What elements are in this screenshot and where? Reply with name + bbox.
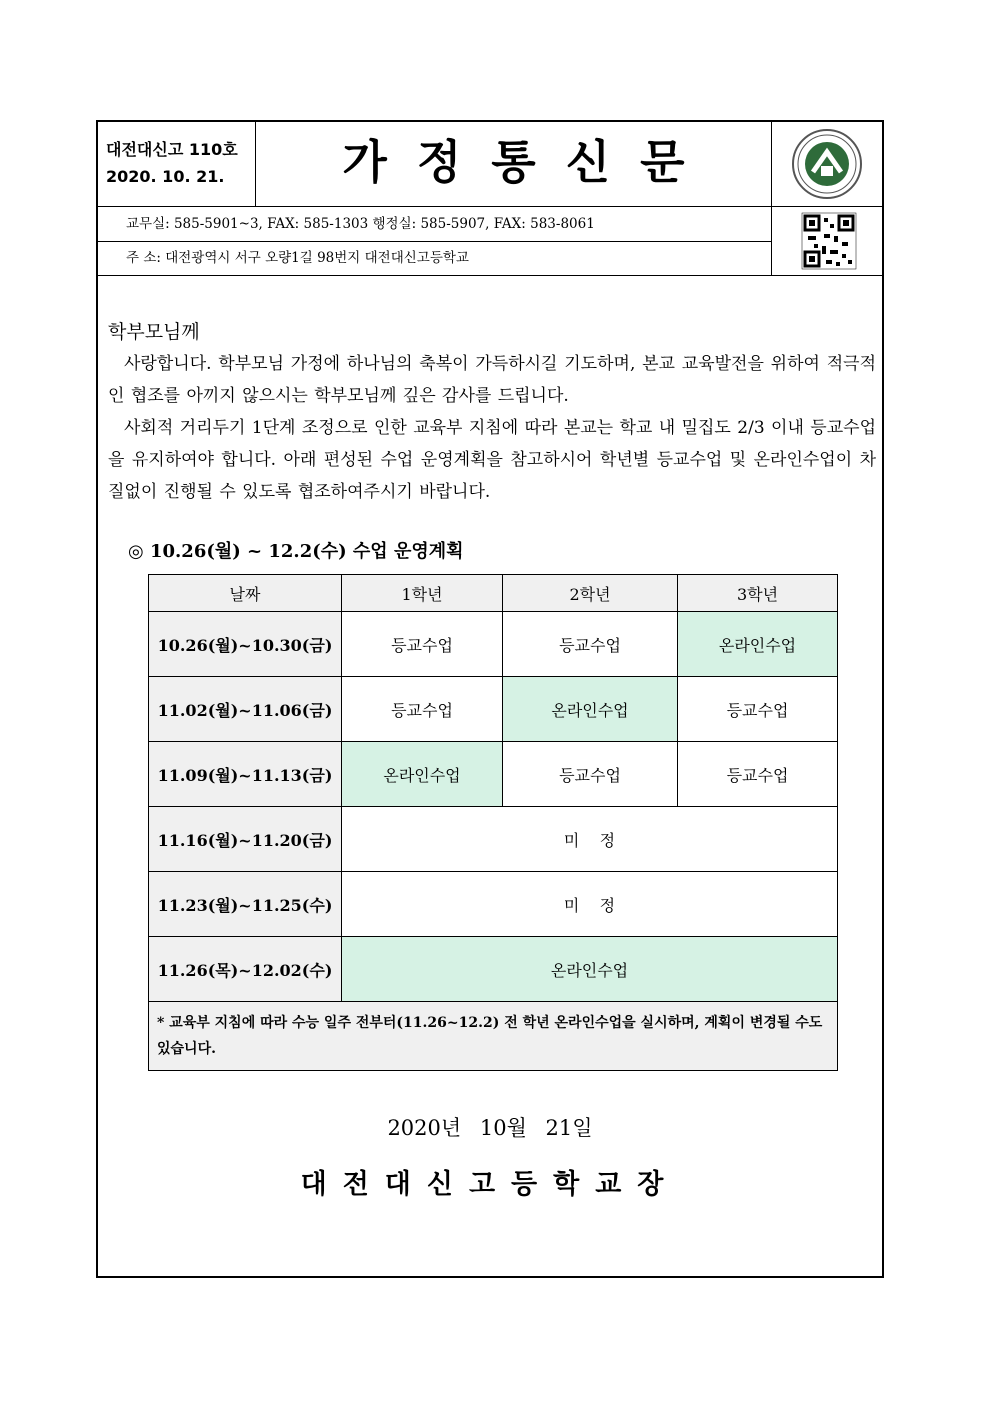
header-divider — [98, 275, 882, 276]
col-header-grade3: 3학년 — [678, 575, 838, 612]
table-row — [149, 872, 838, 937]
greeting: 학부모님께 — [108, 321, 200, 343]
row-date: 11.23(월)~11.25(수) — [149, 872, 342, 937]
table-row — [149, 937, 838, 1002]
grade1-cell: 등교수업 — [342, 677, 503, 742]
school-emblem-icon — [772, 122, 882, 206]
grade1-cell: 등교수업 — [342, 612, 503, 677]
table-row — [149, 807, 838, 872]
contact-line: 교무실: 585-5901~3, FAX: 585-1303 행정실: 585-5907, FAX: 583-8061 — [98, 206, 772, 242]
col-header-grade1: 1학년 — [342, 575, 503, 612]
paragraph-2: 사회적 거리두기 1단계 조정으로 인한 교육부 지침에 따라 본교는 학교 내 밀집도 2/3 이내 등교수업을 유지하여야 합니다. 아래 편성된 수업 운영계획을 참고하시어 학년별 등교수업 및 온라인수업이 차질없이 진행될 수 있도록 협조하여주시기 바랍니다. — [108, 418, 876, 502]
grade3-cell: 등교수업 — [678, 677, 838, 742]
row-date: 11.09(월)~11.13(금) — [149, 742, 342, 807]
header-top-row — [98, 122, 882, 207]
principal-signature: 대전대신고등학교장 — [300, 1169, 680, 1200]
qr-code-icon — [772, 206, 882, 275]
grade1-cell: 온라인수업 — [342, 742, 503, 807]
qr-code[interactable] — [772, 206, 882, 275]
table-header-row — [149, 575, 838, 612]
col-header-grade2: 2학년 — [503, 575, 678, 612]
schedule-table — [148, 574, 838, 1071]
all-grades-cell: 온라인수업 — [342, 937, 838, 1002]
all-grades-cell: 미 정 — [342, 872, 838, 937]
row-date: 11.26(목)~12.02(수) — [149, 937, 342, 1002]
row-date: 10.26(월)~10.30(금) — [149, 612, 342, 677]
table-row — [149, 742, 838, 807]
row-date: 11.16(월)~11.20(금) — [149, 807, 342, 872]
school-logo — [772, 122, 882, 206]
signature-date: 2020년 10월 21일 — [387, 1116, 593, 1140]
table-row — [149, 677, 838, 742]
page-title: 가정통신문 — [256, 122, 772, 206]
plan-title: ◎ 10.26(월) ~ 12.2(수) 수업 운영계획 — [128, 541, 464, 562]
grade2-cell: 등교수업 — [503, 742, 678, 807]
paragraph-1: 사랑합니다. 학부모님 가정에 하나님의 축복이 가득하시길 기도하며, 본교 교육발전을 위하여 적극적인 협조를 아끼지 않으시는 학부모님께 깊은 감사를 드립니다. — [108, 354, 876, 406]
table-note-row — [149, 1002, 838, 1071]
issue-date: 2020. 10. 21. — [106, 167, 225, 186]
all-grades-cell: 미 정 — [342, 807, 838, 872]
grade2-cell: 온라인수업 — [503, 677, 678, 742]
row-date: 11.02(월)~11.06(금) — [149, 677, 342, 742]
issue-number: 대전대신고 110호 — [106, 140, 238, 159]
table-row — [149, 612, 838, 677]
grade3-cell: 온라인수업 — [678, 612, 838, 677]
address-line: 주 소: 대전광역시 서구 오량1길 98번지 대전대신고등학교 — [98, 242, 772, 275]
col-header-date: 날짜 — [149, 575, 342, 612]
grade3-cell: 등교수업 — [678, 742, 838, 807]
issue-info — [98, 122, 256, 206]
grade2-cell: 등교수업 — [503, 612, 678, 677]
table-note: * 교육부 지침에 따라 수능 일주 전부터(11.26~12.2) 전 학년 온라인수업을 실시하며, 계획이 변경될 수도 있습니다. — [149, 1002, 838, 1071]
newsletter-frame — [96, 120, 884, 1278]
